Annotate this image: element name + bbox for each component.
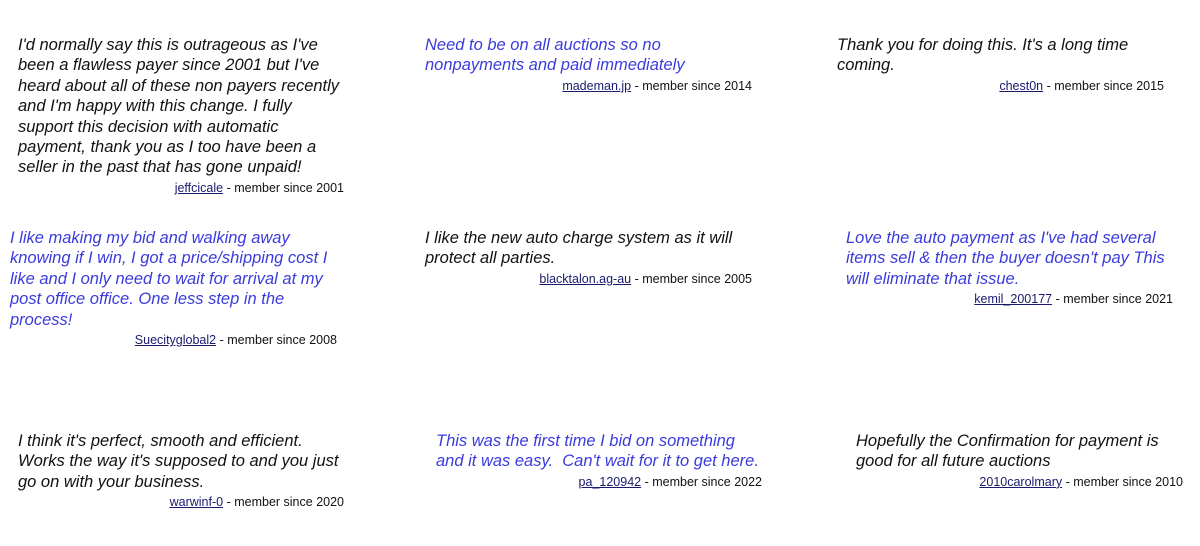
testimonial-card <box>10 228 337 348</box>
member-username-link[interactable]: warwinf-0 <box>169 495 224 510</box>
member-since-text: - member since 2010 <box>1062 474 1183 489</box>
testimonial-card <box>18 35 344 196</box>
testimonial-quote: Need to be on all auctions so no nonpayments and paid immediately <box>425 36 685 75</box>
member-username-link[interactable]: mademan.jp <box>562 78 632 93</box>
testimonial-attribution <box>425 78 752 94</box>
testimonial-card <box>837 35 1164 94</box>
testimonial-attribution <box>436 474 762 490</box>
testimonial-card <box>846 228 1173 307</box>
testimonial-attribution <box>10 332 337 348</box>
testimonial-attribution <box>18 494 344 510</box>
testimonial-attribution <box>18 180 344 196</box>
testimonial-card <box>425 228 752 287</box>
testimonial-quote: I like making my bid and walking away knowing if I win, I got a price/shipping cost I like and I only need to wait for arrival at my post office office. One less step in the process! <box>10 229 328 329</box>
member-since-text: - member since 2021 <box>1052 292 1173 307</box>
member-username-link[interactable]: 2010carolmary <box>979 474 1063 489</box>
testimonial-card <box>856 431 1183 490</box>
member-since-text: - member since 2020 <box>223 495 344 510</box>
member-since-text: - member since 2014 <box>631 78 752 93</box>
testimonial-attribution <box>425 271 752 287</box>
testimonial-attribution <box>837 78 1164 94</box>
testimonial-card <box>18 431 344 510</box>
member-since-text: - member since 2015 <box>1043 78 1164 93</box>
member-username-link[interactable]: chest0n <box>999 78 1044 93</box>
member-username-link[interactable]: blacktalon.ag-au <box>539 271 632 286</box>
member-since-text: - member since 2022 <box>641 474 762 489</box>
member-username-link[interactable]: pa_120942 <box>578 474 642 489</box>
member-username-link[interactable]: kemil_200177 <box>974 292 1053 307</box>
testimonial-quote: Thank you for doing this. It's a long time coming. <box>837 36 1129 75</box>
testimonial-card <box>425 35 752 94</box>
member-username-link[interactable]: jeffcicale <box>174 180 224 195</box>
member-since-text: - member since 2005 <box>631 271 752 286</box>
member-username-link[interactable]: Suecityglobal2 <box>134 333 217 348</box>
testimonial-attribution <box>856 474 1183 490</box>
testimonial-attribution <box>846 291 1173 307</box>
testimonial-quote: I'd normally say this is outrageous as I've been a flawless payer since 2001 but I've heard about all of these non payers recently and I'm happy with this change. I fully support this decision with automatic payment, thank you as I too have been a seller in the past that has gone unpaid! <box>18 36 340 177</box>
testimonial-quote: Hopefully the Confirmation for payment is good for all future auctions <box>856 432 1159 471</box>
testimonial-quote: I think it's perfect, smooth and efficient. Works the way it's supposed to and you just go on with your business. <box>18 432 339 491</box>
testimonial-quote: Love the auto payment as I've had several items sell & then the buyer doesn't pay This will eliminate that issue. <box>846 229 1165 288</box>
member-since-text: - member since 2001 <box>223 180 344 195</box>
testimonial-quote: I like the new auto charge system as it will protect all parties. <box>425 229 733 268</box>
testimonial-quote: This was the first time I bid on something and it was easy. Can't wait for it to get here. <box>436 432 759 471</box>
testimonial-card <box>436 431 762 490</box>
member-since-text: - member since 2008 <box>216 333 337 348</box>
